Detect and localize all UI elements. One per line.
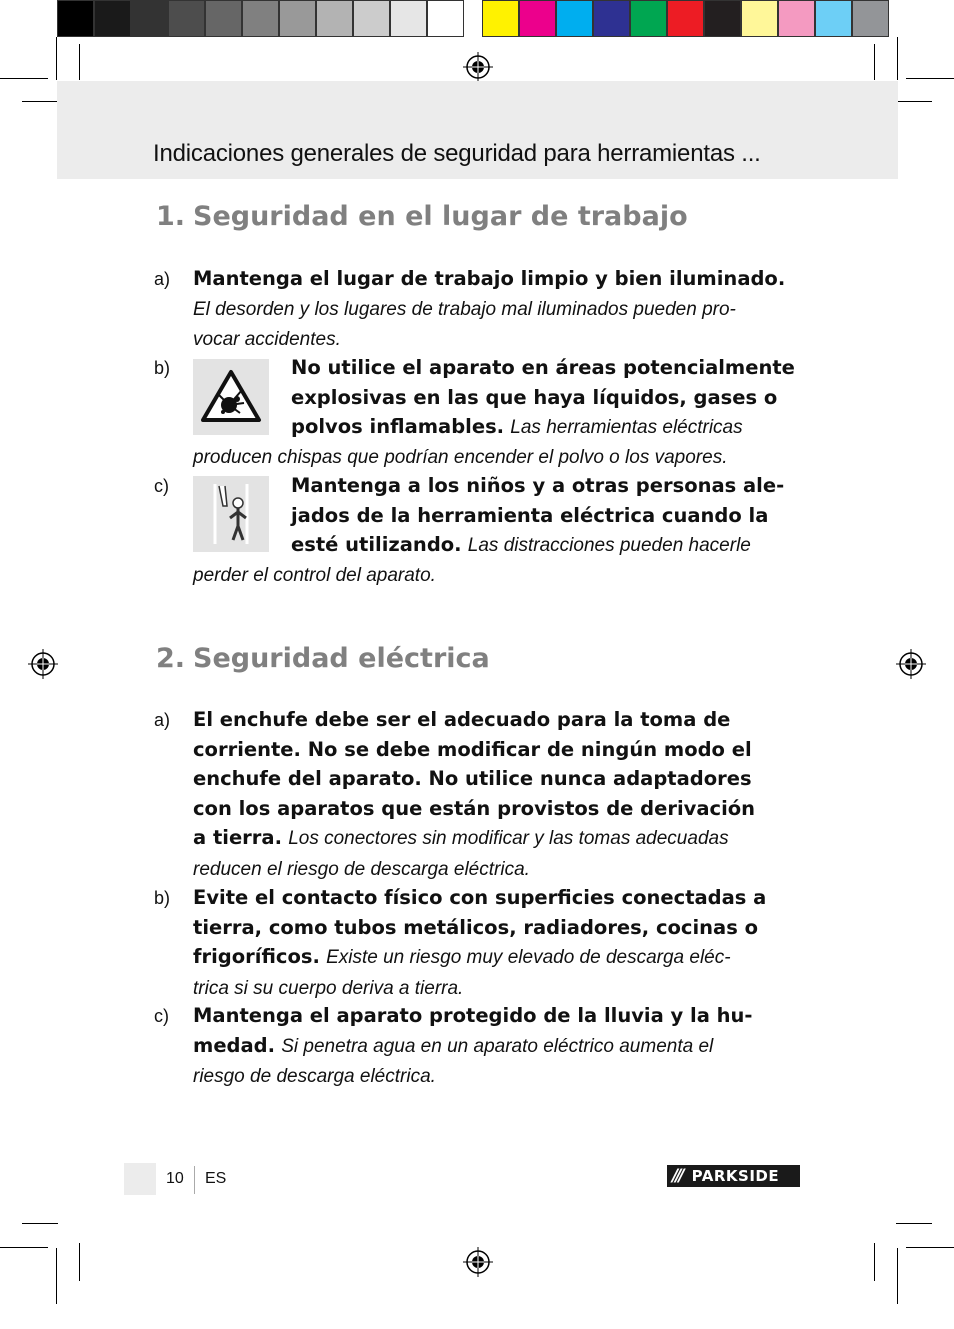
item-text-2c xyxy=(193,1001,753,1092)
footer-divider xyxy=(194,1166,195,1194)
section-title-text: Seguridad en el lugar de trabajo xyxy=(193,201,688,232)
item-explanation: Las distracciones pueden hacerle xyxy=(467,535,751,557)
item-explanation: perder el control del aparato. xyxy=(193,565,436,586)
color-swatch xyxy=(242,0,279,37)
crop-mark xyxy=(874,1243,875,1281)
item-explanation: Si penetra agua en un aparato eléctrico aumenta el xyxy=(281,1035,714,1057)
registration-mark-icon xyxy=(26,647,60,681)
crop-mark xyxy=(0,78,48,79)
item-heading: Mantenga el lugar de trabajo limpio y bien iluminado. xyxy=(193,267,786,290)
item-explanation: producen chispas que podrían encender el polvo o los vapores. xyxy=(193,447,728,468)
section-heading-2 xyxy=(156,643,490,674)
item-heading: El enchufe debe ser el adecuado para la toma de xyxy=(193,708,731,731)
item-explanation: trica si su cuerpo deriva a tierra. xyxy=(193,977,464,999)
crop-mark xyxy=(79,44,80,80)
crop-mark xyxy=(22,101,58,102)
color-swatch xyxy=(519,0,556,37)
explosion-warning-icon xyxy=(193,359,269,435)
color-swatch xyxy=(279,0,316,37)
color-swatch xyxy=(741,0,778,37)
brand-slashes: /// xyxy=(672,1166,682,1186)
color-swatch xyxy=(630,0,667,37)
crop-mark xyxy=(906,78,954,79)
item-explanation: reducen el riesgo de descarga eléctrica. xyxy=(193,858,530,880)
crop-mark xyxy=(0,1247,48,1248)
item-text-1c-cont xyxy=(193,560,436,591)
registration-mark-icon xyxy=(461,50,495,84)
item-heading: a tierra. xyxy=(193,826,282,850)
section-heading-1 xyxy=(156,201,688,232)
crop-mark xyxy=(874,44,875,80)
item-text-1b-bold xyxy=(291,353,795,443)
language-code: ES xyxy=(205,1170,227,1187)
color-swatch xyxy=(316,0,353,37)
item-letter: b) xyxy=(154,888,171,908)
registration-mark-icon xyxy=(461,1245,495,1279)
item-letter: c) xyxy=(154,1006,169,1026)
item-letter: a) xyxy=(154,710,171,730)
brand-logo xyxy=(667,1165,800,1187)
crop-mark xyxy=(56,37,57,80)
page-header-title: Indicaciones generales de seguridad para herramientas ... xyxy=(153,140,761,167)
item-explanation: vocar accidentes. xyxy=(193,329,341,351)
color-swatch xyxy=(57,0,94,37)
registration-mark-icon xyxy=(894,647,928,681)
item-letter: a) xyxy=(154,269,171,289)
color-swatch xyxy=(556,0,593,37)
crop-mark xyxy=(896,1223,932,1224)
item-heading: Evite el contacto físico con superficies conectadas a xyxy=(193,886,767,909)
item-heading: jados de la herramienta eléctrica cuando la xyxy=(291,503,769,527)
crop-mark xyxy=(897,1248,898,1304)
crop-mark xyxy=(906,1247,954,1248)
item-heading: Mantenga el aparato protegido de la lluvia y la hu- xyxy=(193,1004,753,1027)
color-swatch xyxy=(704,0,741,37)
color-swatch xyxy=(390,0,427,37)
color-swatch xyxy=(815,0,852,37)
color-swatch xyxy=(667,0,704,37)
section-title-text: Seguridad eléctrica xyxy=(193,643,490,674)
crop-mark xyxy=(896,101,932,102)
color-swatch xyxy=(205,0,242,37)
item-explanation: El desorden y los lugares de trabajo mal iluminados pueden pro- xyxy=(193,298,736,320)
item-heading: con los aparatos que están provistos de derivación xyxy=(193,796,756,820)
grayscale-calibration-bar xyxy=(57,0,464,37)
item-heading: frigoríficos. xyxy=(193,945,320,969)
item-heading: tierra, como tubos metálicos, radiadores, cocinas o xyxy=(193,915,758,939)
item-explanation: Los conectores sin modificar y las tomas adecuadas xyxy=(288,828,729,850)
color-swatch xyxy=(353,0,390,37)
crop-mark xyxy=(56,1248,57,1304)
item-explanation: Las herramientas eléctricas xyxy=(510,417,743,439)
item-explanation: Existe un riesgo muy elevado de descarga eléc- xyxy=(326,947,731,969)
item-heading: medad. xyxy=(193,1033,276,1057)
color-swatch xyxy=(131,0,168,37)
item-text-1c-bold xyxy=(291,471,784,561)
item-heading: explosivas en las que haya líquidos, gases o xyxy=(291,385,778,409)
color-swatch xyxy=(778,0,815,37)
item-text-2b xyxy=(193,883,766,1003)
item-heading: polvos inflamables. xyxy=(291,415,505,439)
item-letter: b) xyxy=(154,358,171,378)
item-text-2a xyxy=(193,705,755,885)
color-swatch xyxy=(482,0,519,37)
brand-name: PARKSIDE xyxy=(691,1167,780,1185)
color-swatch xyxy=(94,0,131,37)
item-heading: esté utilizando. xyxy=(291,533,462,557)
section-number: 1. xyxy=(156,201,186,232)
color-swatch xyxy=(168,0,205,37)
item-heading: No utilice el aparato en áreas potencialmente xyxy=(291,356,795,379)
item-letter: c) xyxy=(154,476,169,496)
color-calibration-bar xyxy=(482,0,889,37)
item-text-1a xyxy=(193,264,785,355)
item-heading: Mantenga a los niños y a otras personas ale- xyxy=(291,474,785,497)
crop-mark xyxy=(897,37,898,80)
item-heading: corriente. No se debe modificar de ningún modo el xyxy=(193,737,752,761)
item-explanation: riesgo de descarga eléctrica. xyxy=(193,1066,436,1088)
footer-tab-marker xyxy=(124,1163,156,1195)
color-swatch xyxy=(852,0,889,37)
page-number: 10 xyxy=(166,1170,184,1187)
keep-children-away-icon xyxy=(193,476,269,552)
section-number: 2. xyxy=(156,643,186,674)
crop-mark xyxy=(79,1243,80,1281)
color-swatch xyxy=(427,0,464,37)
item-text-1b-cont xyxy=(193,442,727,473)
color-swatch xyxy=(593,0,630,37)
item-heading: enchufe del aparato. No utilice nunca adaptadores xyxy=(193,767,752,791)
crop-mark xyxy=(22,1223,58,1224)
